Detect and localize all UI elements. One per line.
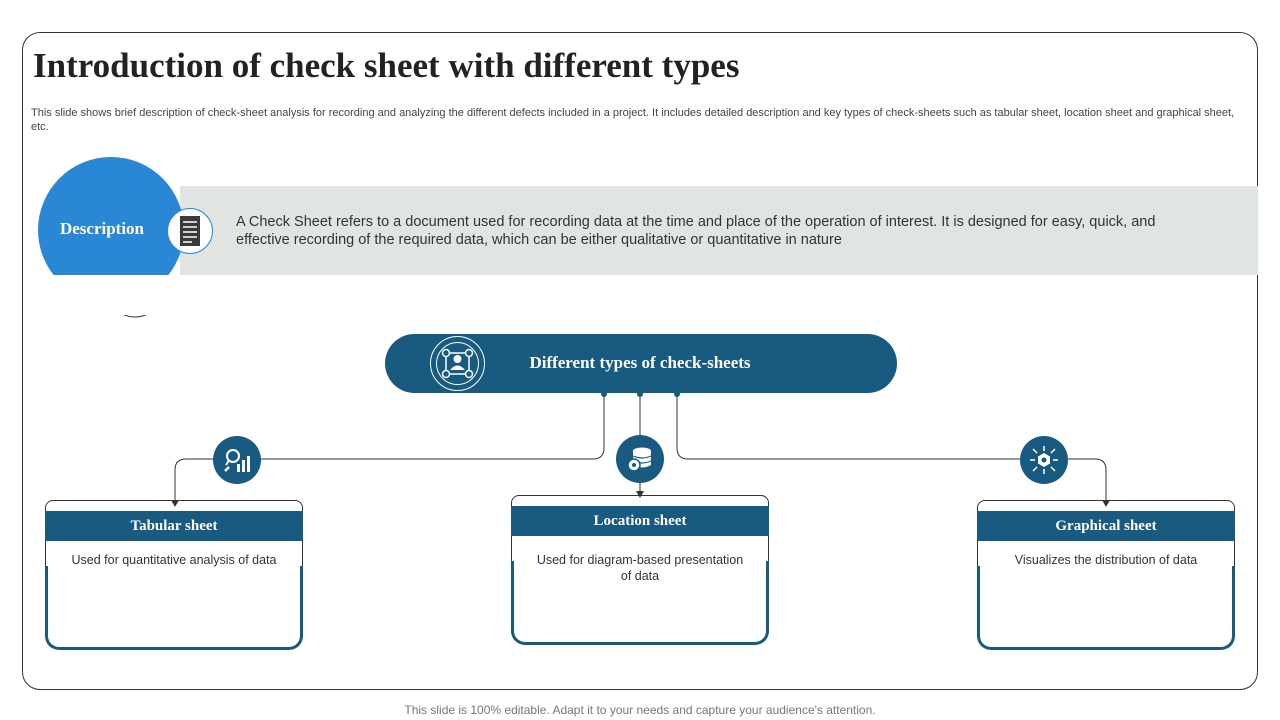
card-title: Location sheet	[511, 506, 769, 536]
card-text: Used for quantitative analysis of data	[71, 553, 277, 567]
card-frame	[45, 566, 303, 650]
footer-note: This slide is 100% editable. Adapt it to your needs and capture your audience's attention.	[404, 703, 876, 717]
document-icon	[167, 208, 213, 254]
card-frame	[977, 566, 1235, 650]
distribution-icon	[1020, 436, 1068, 484]
description-circle-mask	[30, 275, 195, 315]
card-title: Tabular sheet	[45, 511, 303, 541]
card-text: Visualizes the distribution of data	[1014, 553, 1198, 567]
types-title: Different types of check-sheets	[529, 353, 751, 372]
card-title: Graphical sheet	[977, 511, 1235, 541]
page-subtitle: This slide shows brief description of check-sheet analysis for recording and analyzing the different defects included in a project. It includes detailed description and key types of check-sheets such as tabular sheet, location sheet and graphical sheet, etc.	[31, 107, 1235, 133]
page-title: Introduction of check sheet with different types	[33, 46, 740, 85]
description-label: Description	[59, 219, 145, 238]
search-chart-icon	[213, 436, 261, 484]
database-gear-icon	[616, 435, 664, 483]
description-text: A Check Sheet refers to a document used for recording data at the time and place of the operation of interest. It is designed for easy, quick, and effective recording of the required data, which can be either qualitative or quantitative in nature	[236, 214, 1156, 248]
card-text: Used for diagram-based presentation of data	[536, 553, 744, 583]
